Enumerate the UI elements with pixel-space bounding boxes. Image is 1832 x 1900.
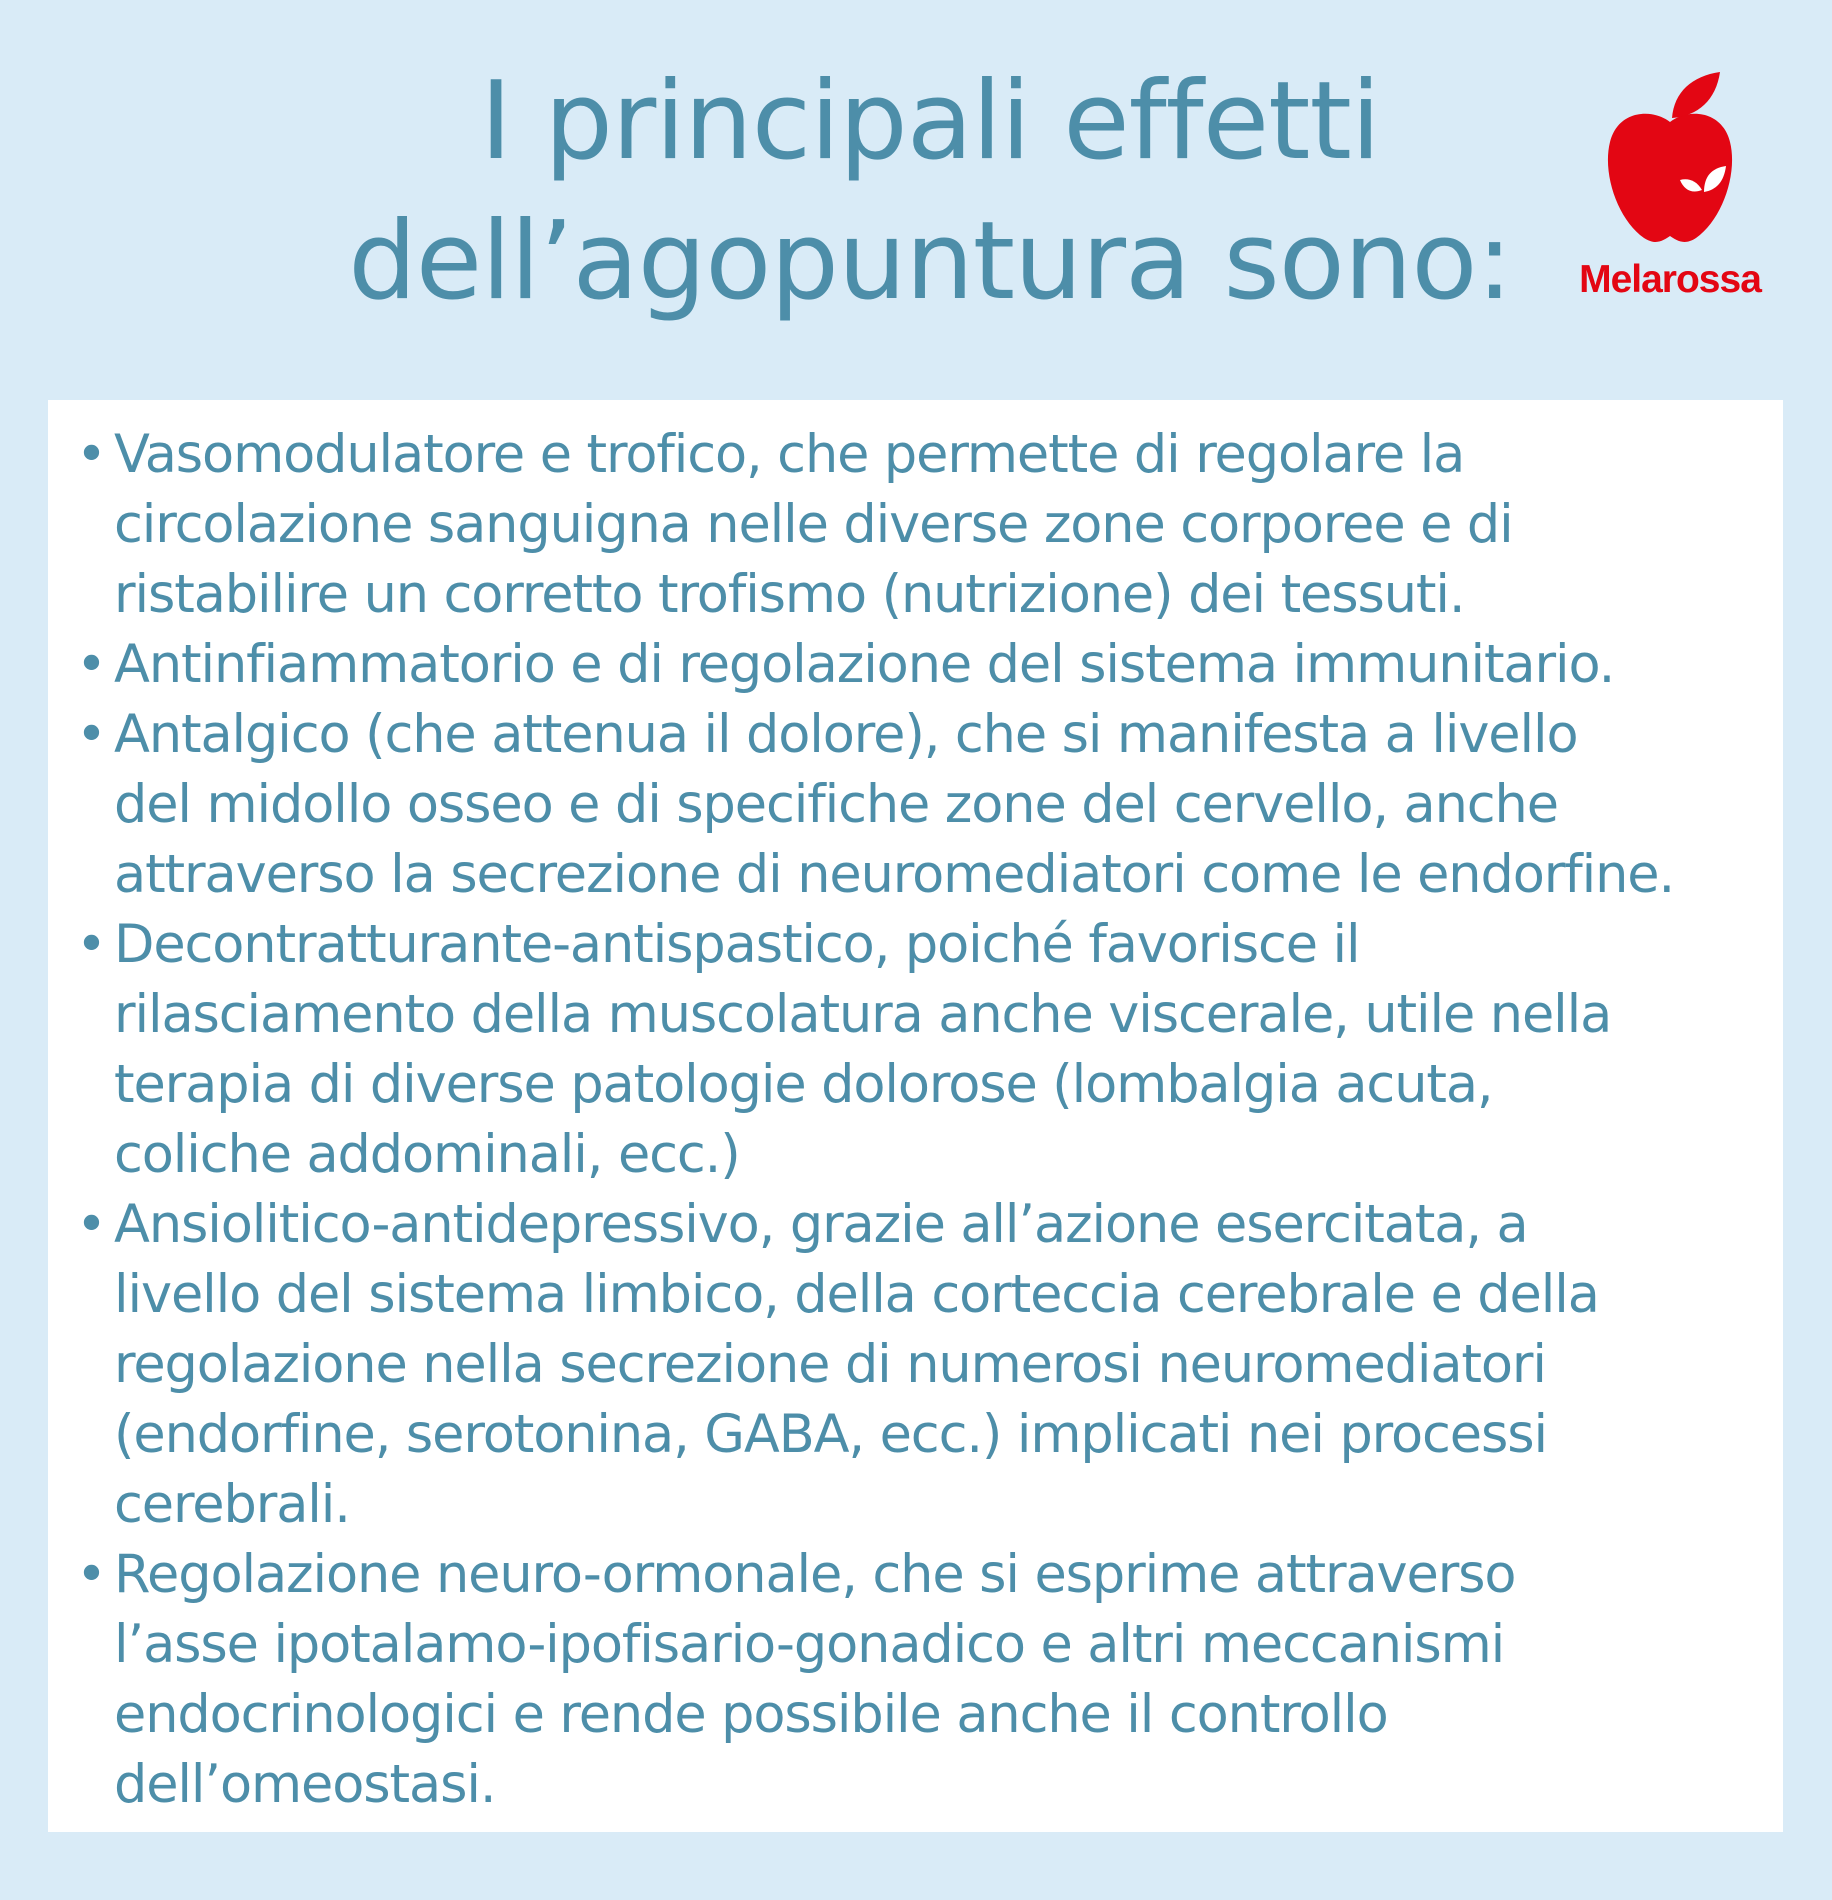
title-line-2: dell’agopuntura sono: xyxy=(348,199,1512,324)
bullet: • xyxy=(76,1194,106,1255)
item-line: rilasciamento della muscolatura anche viscerale, utile nella xyxy=(114,984,1612,1045)
item-line: coliche addominali, ecc.) xyxy=(114,1124,740,1185)
melarossa-logo xyxy=(1560,70,1780,310)
bullet: • xyxy=(76,704,106,765)
item-line: l’asse ipotalamo-ipofisario-gonadico e altri meccanismi xyxy=(114,1614,1505,1675)
item-line: ristabilire un corretto trofismo (nutrizione) dei tessuti. xyxy=(114,564,1465,625)
item-line: Regolazione neuro-ormonale, che si esprime attraverso xyxy=(114,1544,1516,1605)
item-line: Antalgico (che attenua il dolore), che si manifesta a livello xyxy=(114,704,1578,765)
item-line: del midollo osseo e di specifiche zone del cervello, anche xyxy=(114,774,1558,835)
item-line: Antinfiammatorio e di regolazione del sistema immunitario. xyxy=(114,634,1615,695)
effects-list xyxy=(70,420,1770,1820)
item-line: livello del sistema limbico, della corteccia cerebrale e della xyxy=(114,1264,1599,1325)
item-line: endocrinologici e rende possibile anche il controllo xyxy=(114,1684,1388,1745)
bullet: • xyxy=(76,424,106,485)
bullet: • xyxy=(76,634,106,695)
bullet: • xyxy=(76,1544,106,1605)
item-line: cerebrali. xyxy=(114,1474,350,1535)
list-item xyxy=(70,1540,1770,1820)
item-line: Ansiolitico-antidepressivo, grazie all’azione esercitata, a xyxy=(114,1194,1528,1255)
title-line-1: I principali effetti xyxy=(480,59,1380,184)
list-item xyxy=(70,1190,1770,1540)
list-item xyxy=(70,420,1770,630)
item-line: Decontratturante-antispastico, poiché favorisce il xyxy=(114,914,1360,975)
bullet: • xyxy=(76,914,106,975)
apple-icon xyxy=(1600,70,1740,250)
item-line: circolazione sanguigna nelle diverse zone corporee e di xyxy=(114,494,1513,555)
item-line: regolazione nella secrezione di numerosi neuromediatori xyxy=(114,1334,1546,1395)
item-line: dell’omeostasi. xyxy=(114,1754,496,1815)
list-item xyxy=(70,630,1770,700)
item-line: terapia di diverse patologie dolorose (lombalgia acuta, xyxy=(114,1054,1493,1115)
item-line: Vasomodulatore e trofico, che permette di regolare la xyxy=(114,424,1465,485)
brand-name: Melarossa xyxy=(1579,258,1761,301)
list-item xyxy=(70,700,1770,910)
effects-card xyxy=(48,400,1783,1832)
item-line: attraverso la secrezione di neuromediatori come le endorfine. xyxy=(114,844,1675,905)
page-title xyxy=(0,52,1832,332)
item-line: (endorfine, serotonina, GABA, ecc.) implicati nei processi xyxy=(114,1404,1547,1465)
list-item xyxy=(70,910,1770,1190)
